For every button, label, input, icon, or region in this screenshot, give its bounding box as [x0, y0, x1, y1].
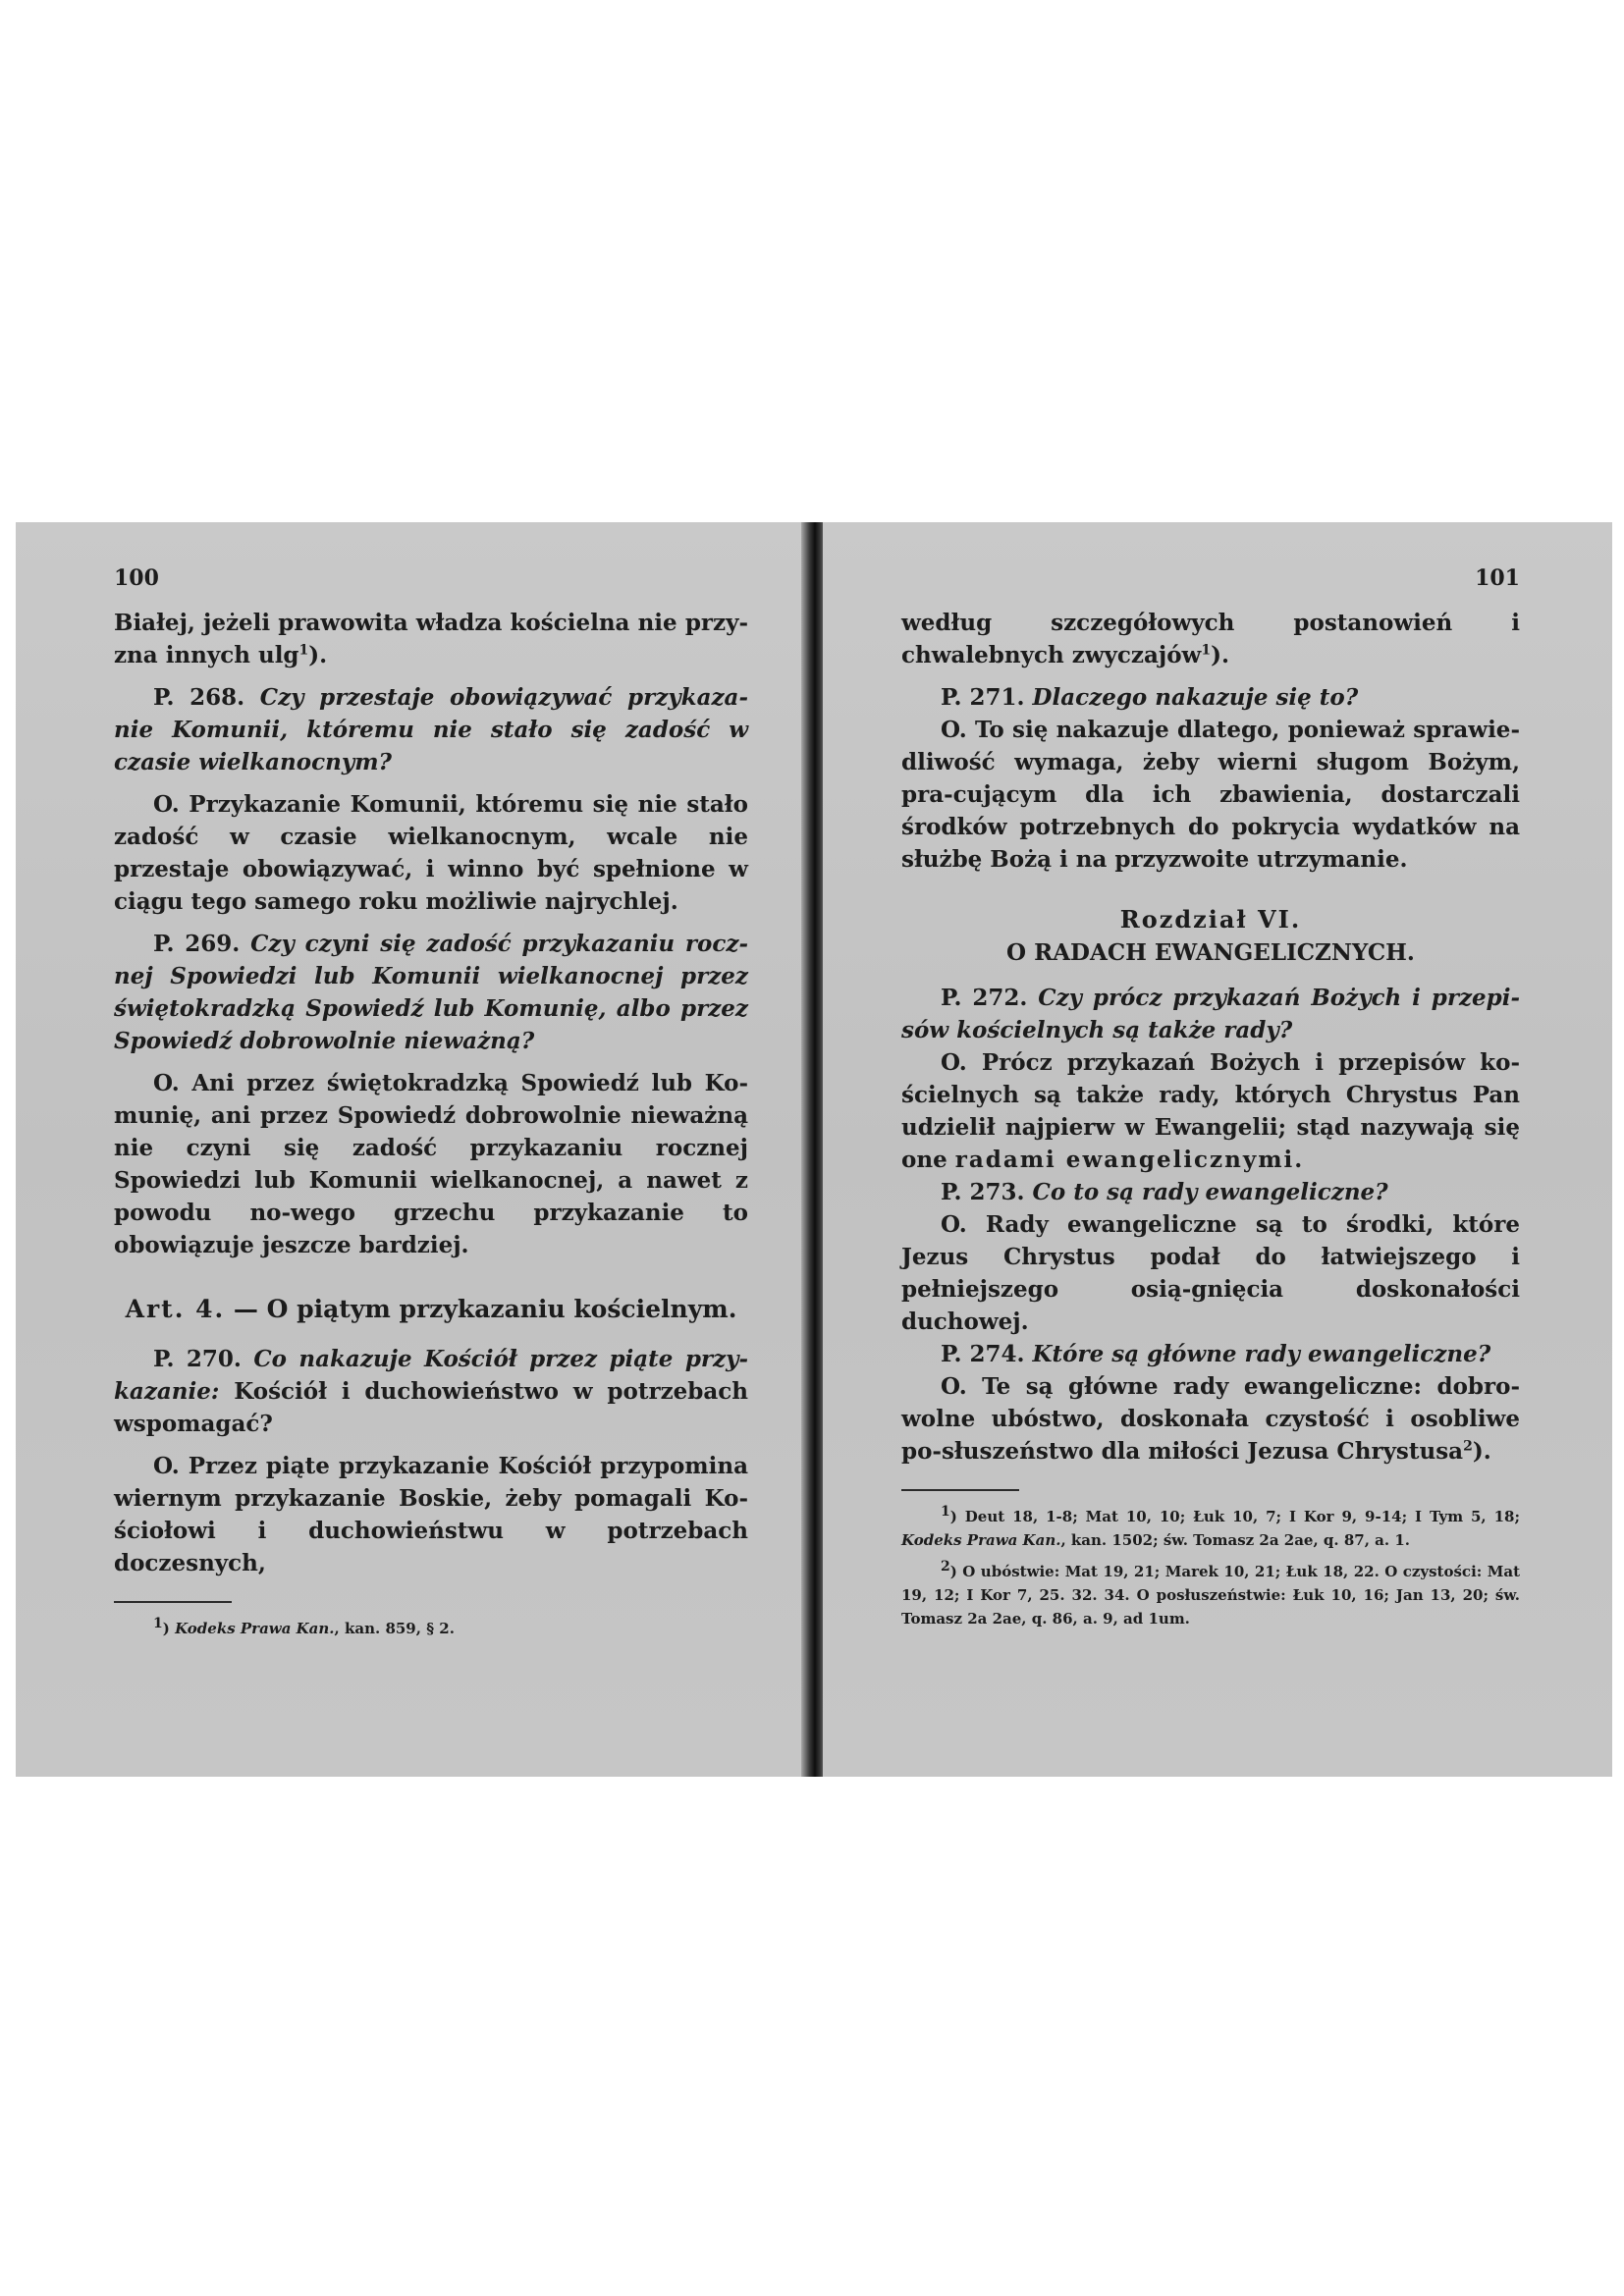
book-scan: [16, 522, 1612, 1777]
footnote: $^1$) Kodeks Prawa Kan., kan. 859, § 2.: [153, 1616, 455, 1637]
paragraph: [901, 607, 1520, 671]
question-label: P. 273.: [941, 1179, 1025, 1205]
answer-273: O. Rady ewangeliczne są to środki, które Jezus Chrystus podał do łatwiejszego i pełniejszego osią-gnięcia doskonałości duchowej.: [901, 1211, 1520, 1335]
question-label: P. 272.: [941, 985, 1028, 1011]
footnote-number: 1: [941, 1504, 950, 1520]
question-273: [901, 1176, 1520, 1208]
footnote-italic: Kodeks Prawa Kan.: [175, 1620, 335, 1637]
page-number: 100: [114, 565, 159, 591]
text-span: ).: [1472, 1438, 1491, 1465]
question-271: [901, 681, 1520, 714]
footnote-text: , kan. 1502; św. Tomasz 2a 2ae, q. 87, a. 1.: [1060, 1531, 1410, 1549]
question-label: P. 271.: [941, 684, 1025, 711]
text-span: według szczegółowych postanowień i chwalebnych zwyczajów: [901, 610, 1520, 668]
answer-271: O. To się nakazuje dlatego, ponieważ sprawie-dliwość wymaga, żeby wierni sługom Bożym, pra-cującym dla ich zbawienia, dostarczali środków potrzebnych do pokrycia wydatków na służbę Bożą i na przyzwoite utrzymanie.: [901, 717, 1520, 873]
answer-272: [901, 1046, 1520, 1176]
left-page: [16, 522, 807, 1777]
footnote: $^1$) Deut 18, 1-8; Mat 10, 10; Łuk 10, 7; I Kor 9, 9-14; I Tym 5, 18; Kodeks Prawa Kan., kan. 1502; św. Tomasz 2a 2ae, q. 87, a. 1.: [901, 1504, 1520, 1549]
question-269: [114, 928, 748, 1057]
question-label: P. 268.: [153, 684, 245, 711]
right-page: [823, 522, 1612, 1777]
answer-text: O. Prócz przykazań Bożych i przepisów ko-ścielnych są także rady, których Chrystus Pan udzielił najpierw w Ewangelii; stąd nazywają się one: [901, 1049, 1520, 1173]
question-text: Czy czyni się zadość przykazaniu rocz-nej Spowiedzi lub Komunii wielkanocnej przez świętokradzką Spowiedź lub Komunię, albo przez Spowiedź dobrowolnie nieważną?: [114, 931, 748, 1054]
paragraph: [114, 607, 748, 671]
question-text: Czy przestaje obowiązywać przykaza-nie Komunii, któremu nie stało się zadość w czasie wielkanocnym?: [114, 684, 748, 775]
question-plain: Kościół i duchowieństwo w potrzebach wspomagać?: [114, 1378, 748, 1437]
question-272: [901, 982, 1520, 1046]
page-number: 101: [1475, 565, 1520, 591]
footnote-divider: [901, 1489, 1019, 1491]
answer-268: O. Przykazanie Komunii, któremu się nie stało zadość w czasie wielkanocnym, wcale nie przestaje obowiązywać, i winno być spełnione w ciągu tego samego roku możliwie najrychlej.: [114, 791, 748, 915]
answer-269: O. Ani przez świętokradzką Spowiedź lub Ko-munię, ani przez Spowiedź dobrowolnie nieważną nie czyni się zadość przykazaniu rocznej Spowiedzi lub Komunii wielkanocnej, a nawet z powodu no-wego grzechu przykazanie to obowiązuje jeszcze bardziej.: [114, 1070, 748, 1258]
chapter-title: Rozdział VI.: [1119, 905, 1302, 934]
section-title: — O piątym przykazaniu kościelnym.: [233, 1295, 737, 1323]
footnote-number: 2: [941, 1559, 950, 1575]
footnote-ref: 1: [1201, 642, 1212, 659]
question-text: Które są główne rady ewangeliczne?: [1032, 1341, 1491, 1367]
question-text: Co to są rady ewangeliczne?: [1032, 1179, 1388, 1205]
question-270: [114, 1343, 748, 1440]
footnote: $^2$) O ubóstwie: Mat 19, 21; Marek 10, 21; Łuk 18, 22. O czystości: Mat 19, 12; I Kor 7, 25. 32. 34. O posłuszeństwie: Łuk 10, 16; Jan 13, 20; św. Tomasz 2a 2ae, q. 86, a. 9, ad 1um.: [901, 1559, 1520, 1628]
chapter-subtitle: O RADACH EWANGELICZNYCH.: [1006, 939, 1415, 966]
question-label: P. 270.: [153, 1346, 242, 1372]
footnote-divider: [114, 1601, 232, 1603]
question-label: P. 274.: [941, 1341, 1025, 1367]
footnote-italic: Kodeks Prawa Kan.: [901, 1531, 1061, 1549]
text-span: Białej, jeżeli prawowita władza kościelna nie przy-zna innych ulg: [114, 610, 748, 668]
answer-spaced: radami ewangelicznymi.: [954, 1147, 1305, 1173]
text-span: ).: [308, 642, 328, 668]
text-span: ).: [1211, 642, 1229, 668]
footnote-text: O ubóstwie: Mat 19, 21; Marek 10, 21; Łuk 18, 22. O czystości: Mat 19, 12; I Kor 7, 25. 32. 34. O posłuszeństwie: Łuk 10, 16; Jan 13, 20; św. Tomasz 2a 2ae, q. 86, a. 9, ad 1um.: [901, 1563, 1520, 1628]
answer-text: O. Te są główne rady ewangeliczne: dobro-wolne ubóstwo, doskonała czystość i osobliwe po-słuszeństwo dla miłości Jezusa Chrystusa: [901, 1373, 1520, 1465]
section-heading: [114, 1295, 748, 1323]
question-text: Dlaczego nakazuje się to?: [1032, 684, 1359, 711]
question-text: Co nakazuje Kościół przez piąte przy-kazanie:: [114, 1346, 748, 1405]
answer-274: [901, 1370, 1520, 1468]
question-268: [114, 681, 748, 778]
footnote-text: , kan. 859, § 2.: [334, 1620, 455, 1637]
question-274: [901, 1338, 1520, 1370]
answer-270: O. Przez piąte przykazanie Kościół przypomina wiernym przykazanie Boskie, żeby pomagali Ko-ściołowi i duchowieństwu w potrzebach doczesnych,: [114, 1453, 748, 1576]
question-label: P. 269.: [153, 931, 241, 957]
footnote-ref: 2: [1463, 1438, 1473, 1455]
footnote-ref: 1: [298, 642, 309, 659]
question-text: Czy prócz przykazań Bożych i przepi-sów kościelnych są także rady?: [901, 985, 1521, 1043]
footnote-text: Deut 18, 1-8; Mat 10, 10; Łuk 10, 7; I Kor 9, 9-14; I Tym 5, 18;: [964, 1508, 1520, 1525]
section-art: Art. 4.: [125, 1295, 226, 1323]
footnote-number: 1: [153, 1616, 163, 1631]
